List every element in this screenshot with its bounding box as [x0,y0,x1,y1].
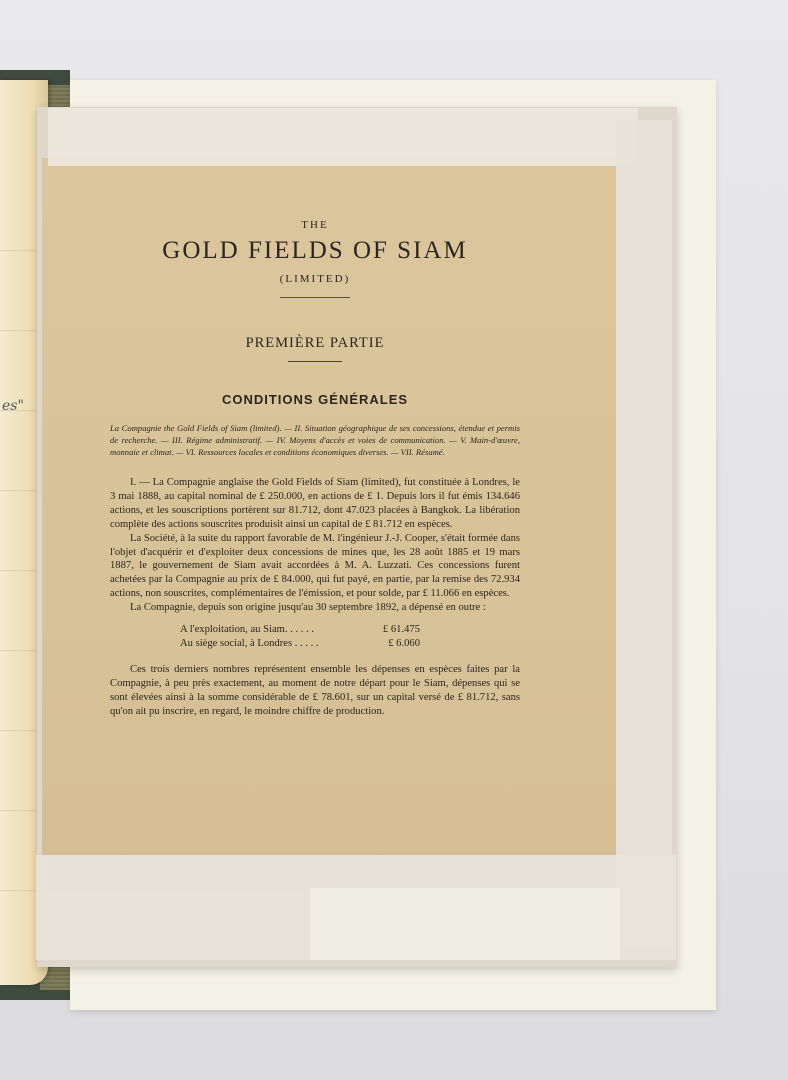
ledger-value: £ 61.475 [382,624,420,636]
part-divider [288,361,342,362]
section-heading: CONDITIONS GÉNÉRALES [221,392,409,407]
margin-handwriting: es" [2,398,24,414]
section-summary: La Compagnie the Gold Fields of Siam (limited). — II. Situation géographique de ses concessions, étendue et permis de recherche. — III. Régime administratif. — IV. Moyens d'accès et voies de communication. — V. Main-d'œuvre, monnaie et climat. — VI. Ressources locales et conditions économiques diverses. — VII. Résumé. [110,423,520,457]
paragraph: La Compagnie, depuis son origine jusqu'au 30 septembre 1892, a dépensé en outre : [130,602,486,614]
ledger-label: A l'exploitation, au Siam. . . . . . [180,624,315,636]
expense-ledger [180,623,520,651]
paragraph: Ces trois derniers nombres représentent ensemble les dépenses en espèces faites par la Compagnie, à peu près exactement, au moment de notre départ pour le Siam, dépenses qui se sont élevées ainsi à la somme considérable de £ 78.601, sur un capital versé de £ 81.712, sans qu'on ait pu inscrire, en regard, le moindre chiffre de production. [110,664,520,717]
paragraph: I. — La Compagnie anglaise the Gold Fields of Siam (limited), fut constituée à Londres, le 3 mai 1888, au capital nominal de £ 250.000, en actions de £ 1. Depuis lors il fut émis 134.646 actions, et les souscriptions portèrent sur 81.712, dont 47.023 placées à Bangkok. La libération complète des actions souscrites produisit ainsi un capital de £ 81.712 en espèces. [110,477,520,530]
ledger-row [180,623,520,637]
document-text [110,215,520,719]
title-article: THE [301,219,329,231]
tape-right [616,120,672,950]
paragraph: La Société, à la suite du rapport favorable de M. l'ingénieur J.-J. Cooper, s'était formée dans l'objet d'acquérir et d'exploiter deux concessions de mines que, les 28 août 1885 et 19 mars 1887, le gouvernement de Siam avait accordées à M. A. Luzzati. Ces concessions furent achetées par la Compagnie au prix de £ 84.000, qui fut payé, en partie, par la remise des 72.934 actions, non souscrites, complémentaires de l'émission, et pour solde, par £ 11.066 en espèces. [110,532,520,600]
ledger-row [180,637,520,651]
ornament-divider [280,297,350,299]
ledger-label: Au siège social, à Londres . . . . . [180,638,319,650]
document-title: GOLD FIELDS OF SIAM [162,237,468,264]
tape-top [48,108,638,166]
ledger-value: £ 6.060 [388,638,420,650]
part-heading: PREMIÈRE PARTIE [245,335,385,351]
tape-bottom-patch [310,888,620,960]
body-text [110,476,520,719]
document-subtitle: (LIMITED) [279,273,351,285]
